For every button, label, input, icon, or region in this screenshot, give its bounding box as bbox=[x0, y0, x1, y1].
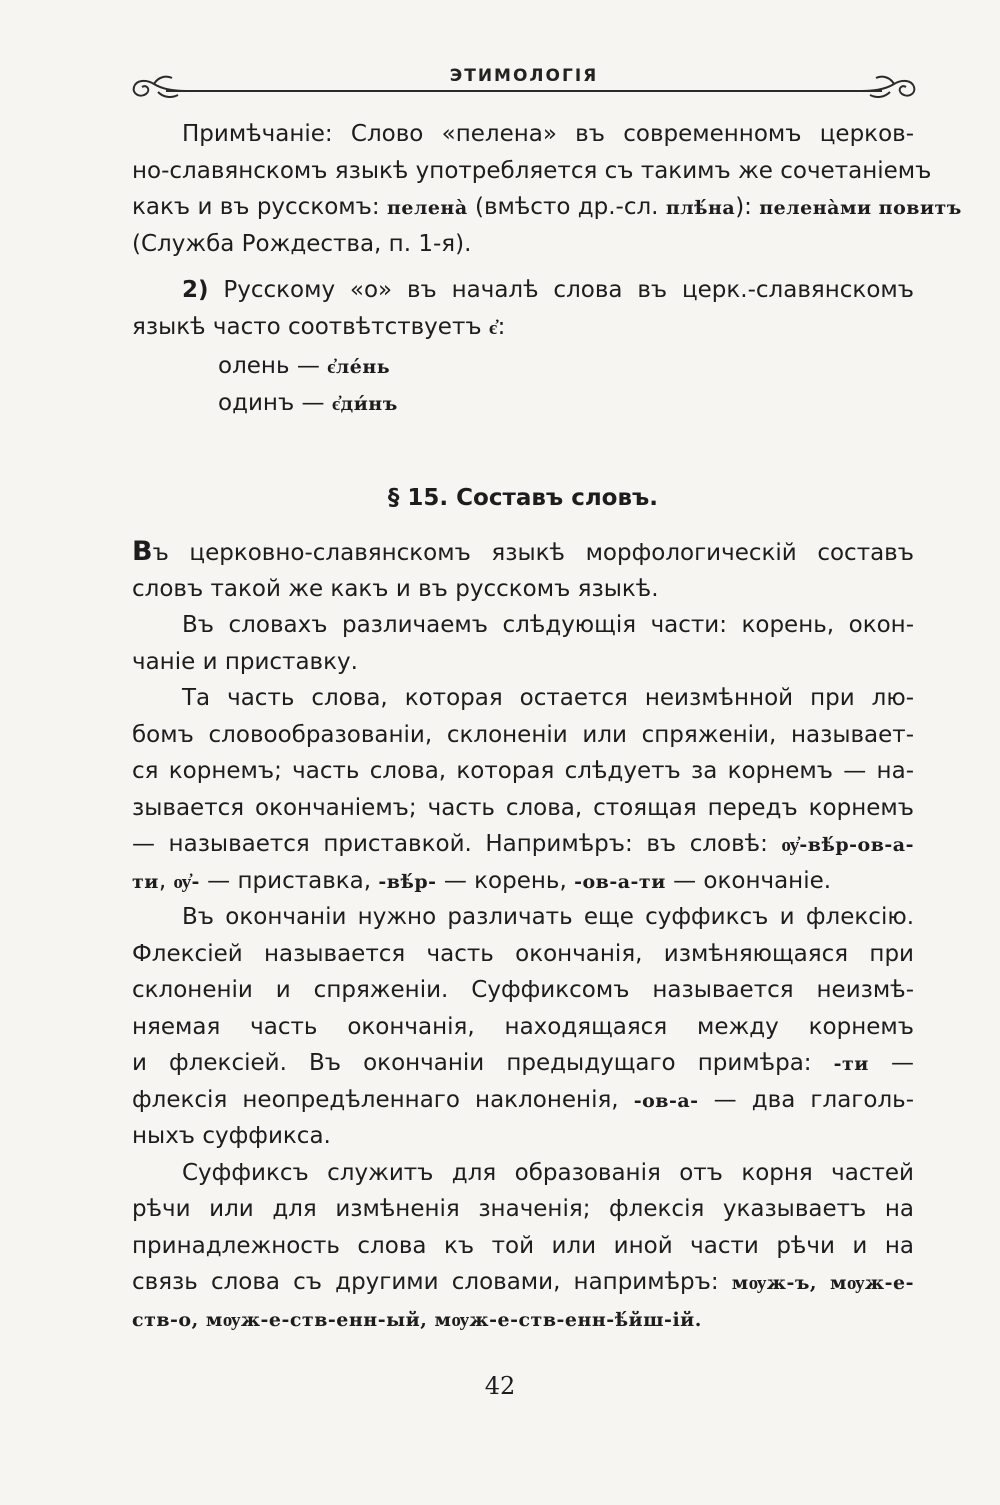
text-run: языкѣ часто соотвѣтствуетъ bbox=[132, 313, 489, 340]
text-run: — bbox=[868, 1050, 915, 1076]
church-slavonic-word: -ов-а-ти bbox=[574, 870, 666, 893]
note-paragraph bbox=[132, 116, 962, 262]
russian-word: олень — bbox=[218, 353, 328, 379]
text-run: — корень, bbox=[436, 867, 575, 894]
example-list bbox=[218, 348, 618, 421]
text-run: ъ церковно-славянскомъ языкѣ морфологическій составъ bbox=[152, 540, 914, 566]
example-row bbox=[218, 385, 618, 422]
text-line bbox=[132, 1264, 914, 1301]
church-slavonic-word: -ти bbox=[833, 1053, 869, 1075]
text-line bbox=[132, 272, 914, 309]
section-body bbox=[132, 534, 914, 1337]
text-run: — окончаніе. bbox=[665, 867, 832, 894]
text-run: связь слова съ другими словами, напримѣръ: bbox=[132, 1269, 732, 1295]
text-line bbox=[132, 1301, 914, 1338]
text-line bbox=[132, 309, 914, 346]
text-line bbox=[132, 534, 914, 571]
text-run: — приставка, bbox=[199, 867, 379, 894]
text-line bbox=[132, 189, 962, 226]
section-heading: § 15. Составъ словъ. bbox=[387, 485, 659, 511]
text-run: Русскому «о» въ началѣ слова въ церк.-славянскомъ bbox=[208, 277, 914, 303]
running-title: ЭТИМОЛОГІЯ bbox=[128, 66, 920, 86]
text-line: склоненіи и спряженіи. Суффиксомъ называется неизмѣ- bbox=[132, 977, 914, 1003]
text-line: ныхъ суффикса. bbox=[132, 1123, 331, 1149]
item-number: 2) bbox=[182, 277, 209, 303]
page-number: 42 bbox=[484, 1372, 516, 1400]
text-line: зывается окончаніемъ; часть слова, стоящая передъ корнемъ bbox=[132, 794, 914, 821]
text-line: Та часть слова, которая остается неизмѣнной при лю- bbox=[182, 685, 914, 711]
church-slavonic-word: ѹ҆- bbox=[173, 870, 200, 893]
text-run: — два глаголь- bbox=[698, 1086, 914, 1113]
text-line: Флексіей называется часть окончанія, измѣняющаяся при bbox=[132, 940, 914, 967]
text-line: но-славянскомъ языкѣ употребляется съ такимъ же сочетаніемъ bbox=[132, 157, 932, 184]
text-run: , bbox=[158, 867, 174, 894]
text-run: : bbox=[497, 313, 506, 340]
church-slavonic-word: плѣ́на bbox=[665, 197, 736, 219]
text-run: (вмѣсто др.-сл. bbox=[467, 194, 666, 220]
text-line bbox=[132, 826, 914, 863]
text-line: словъ такой же какъ и въ русскомъ языкѣ. bbox=[132, 575, 659, 602]
text-run: и флексіей. Въ окончаніи предыдущаго примѣра: bbox=[132, 1050, 834, 1076]
text-run: какъ и въ русскомъ: bbox=[132, 194, 387, 220]
text-line bbox=[132, 1045, 914, 1082]
initial-letter: В bbox=[132, 536, 153, 567]
header-rule bbox=[166, 90, 882, 92]
text-line: Въ словахъ различаемъ слѣдующія части: корень, окон- bbox=[182, 612, 914, 638]
church-slavonic-word: пелена̀ми повитъ bbox=[759, 197, 962, 219]
church-slavonic-word: є҆ди́нъ bbox=[331, 392, 398, 415]
text-line: Примѣчаніе: Слово «пелена» въ современномъ церков- bbox=[182, 121, 914, 147]
text-line: принадлежность слова къ той или иной части рѣчи и на bbox=[132, 1232, 914, 1259]
church-slavonic-word: -ов-а- bbox=[633, 1089, 699, 1112]
text-run: флексія неопредѣленнаго наклоненія, bbox=[132, 1086, 634, 1113]
example-row bbox=[218, 348, 618, 385]
text-line: Суффиксъ служитъ для образованія отъ корня частей bbox=[182, 1159, 914, 1186]
text-line: бомъ словообразованіи, склоненіи или спряженіи, называет- bbox=[132, 721, 914, 748]
church-slavonic-word: мѹж-ъ, мѹж-е- bbox=[731, 1272, 914, 1294]
text-line: (Служба Рождества, п. 1-я). bbox=[132, 230, 472, 257]
text-line bbox=[132, 1082, 914, 1119]
church-slavonic-word: ѹ҆-вѣ́р-ов-а- bbox=[781, 834, 914, 856]
text-line bbox=[132, 863, 914, 900]
church-slavonic-word: -вѣ́р- bbox=[378, 870, 437, 893]
text-line: Въ окончаніи нужно различать еще суффиксъ и флексію. bbox=[182, 904, 914, 930]
church-slavonic-word: є҆ле́нь bbox=[327, 356, 391, 378]
running-header bbox=[128, 64, 920, 112]
text-line: няемая часть окончанія, находящаяся между корнемъ bbox=[132, 1013, 914, 1040]
text-line: ся корнемъ; часть слова, которая слѣдуетъ за корнемъ — на- bbox=[132, 758, 914, 784]
church-slavonic-word: пелена̀ bbox=[386, 197, 468, 219]
rule-item-2 bbox=[132, 272, 914, 345]
text-line: рѣчи или для измѣненія значенія; флексія указываетъ на bbox=[132, 1196, 914, 1222]
russian-word: одинъ — bbox=[218, 389, 332, 416]
text-line: чаніе и приставку. bbox=[132, 648, 358, 675]
church-slavonic-word: ств-о, мѹж-е-ств-енн-ый, мѹж-е-ств-енн-ѣ́йш-ій. bbox=[132, 1308, 702, 1331]
church-slavonic-letter: є҆ bbox=[488, 316, 498, 339]
church-slavonic-word: ти bbox=[132, 870, 159, 893]
text-run: ): bbox=[735, 194, 760, 220]
text-run: — называется приставкой. Напримѣръ: въ словѣ: bbox=[132, 831, 782, 857]
